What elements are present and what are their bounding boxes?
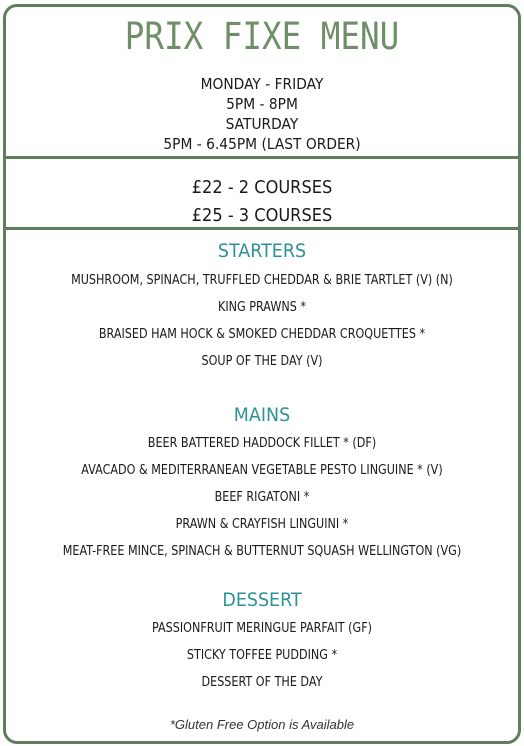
dessert-heading: DESSERT [222,589,302,611]
list-item: BEER BATTERED HADDOCK FILLET * (DF) [147,436,377,451]
hours-line-saturday: SATURDAY [225,115,299,133]
hours-line-saturday-time: 5PM - 6.45PM (LAST ORDER) [163,135,361,153]
divider-bottom [6,227,518,230]
list-item: BEEF RIGATONI * [214,490,310,505]
list-item: DESSERT OF THE DAY [201,675,323,690]
gluten-free-footnote: *Gluten Free Option is Available [169,717,355,732]
starters-list [6,267,518,375]
list-item: STICKY TOFFEE PUDDING * [186,648,338,663]
list-item: BRAISED HAM HOCK & SMOKED CHEDDAR CROQUETTES * [98,327,426,342]
list-item: SOUP OF THE DAY (V) [201,354,323,369]
divider-top [6,156,518,159]
hours-line-weekday: MONDAY - FRIDAY [200,75,324,93]
price-two-courses: £22 - 2 COURSES [191,177,333,198]
menu-card [3,4,521,744]
list-item: AVACADO & MEDITERRANEAN VEGETABLE PESTO LINGUINE * (V) [81,463,443,478]
list-item: MEAT-FREE MINCE, SPINACH & BUTTERNUT SQUASH WELLINGTON (VG) [62,544,462,559]
starters-heading: STARTERS [217,240,307,262]
price-three-courses: £25 - 3 COURSES [191,205,333,226]
list-item: PASSIONFRUIT MERINGUE PARFAIT (GF) [152,621,372,636]
dessert-list [6,615,518,696]
hours-line-weekday-time: 5PM - 8PM [226,95,298,113]
mains-list [6,430,518,565]
mains-heading: MAINS [233,404,291,426]
menu-title: PRIX FIXE MENU [124,15,400,58]
opening-hours [6,74,518,154]
price-list [6,174,518,230]
list-item: PRAWN & CRAYFISH LINGUINI * [175,517,349,532]
list-item: MUSHROOM, SPINACH, TRUFFLED CHEDDAR & BRIE TARTLET (V) (N) [71,273,453,288]
list-item: KING PRAWNS * [218,300,306,315]
